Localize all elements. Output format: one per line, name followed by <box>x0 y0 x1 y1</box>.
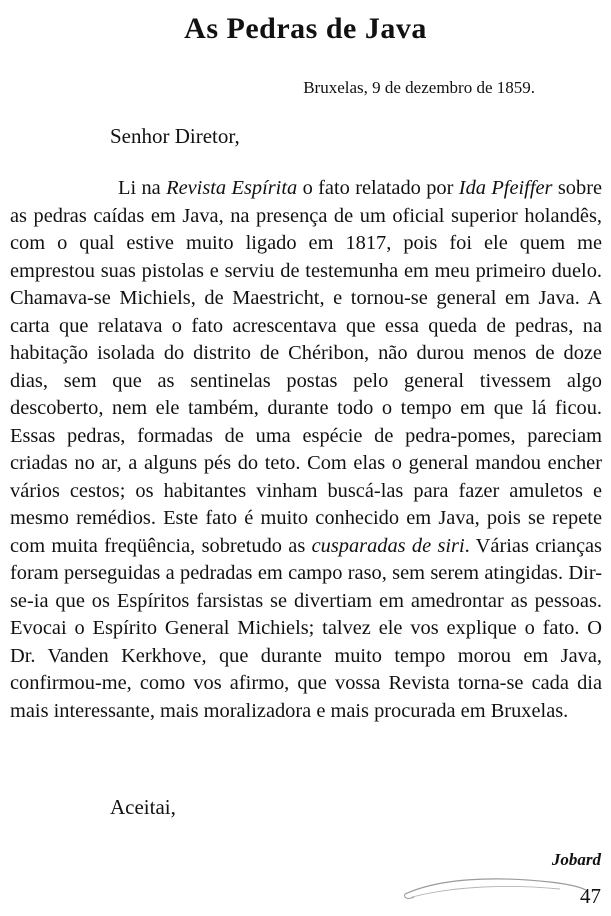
footer-ornament-swash <box>400 872 590 902</box>
salutation: Senhor Diretor, <box>110 124 240 148</box>
closing: Aceitai, <box>110 795 176 819</box>
body-text-segment: sobre as pedras caídas em Java, na presença de um oficial superior holandês, com o qual estive muito ligado em 1817, pois foi ele quem me emprestou suas pistolas e serviu de testemunha em meu primeiro duelo. Chamava-se Michiels, de Maestricht, e tornou-se general em Java. A carta que relatava o fato acrescentava que essa queda de pedras, na habitação isolada do distrito de Chéribon, não durou menos de doze dias, sem que as sentinelas postas pelo general tivessem algo descoberto, nem ele também, durante todo o tempo em que lá ficou. Essas pedras, formadas de uma espécie de pedra-pomes, pareciam criadas no ar, a alguns pés do teto. Com elas o general mandou encher vários cestos; os habitantes vinham buscá-las para fazer amuletos e mesmo remédios. Este fato é muito conhecido em Java, pois se repete com muita freqüência, sobretudo as <box>10 177 603 557</box>
body-paragraph <box>10 175 602 725</box>
italic-journal-name: Revista Espírita <box>166 177 298 199</box>
body-text-segment: . Várias crianças foram perseguidas a pedradas em campo raso, sem serem atingidas. Dir-se-ia que os Espíritos farsistas se divertiam em amedrontar as pessoas. Evocai o Espírito General Michiels; talvez ele vos explique o fato. O Dr. Vanden Kerkhove, que durante muito tempo morou em Java, confirmou-me, como vos afirmo, que vossa Revista torna-se cada dia mais interessante, mais moralizadora e mais procurada em Bruxelas. <box>10 534 602 722</box>
document-title: As Pedras de Java <box>184 12 427 45</box>
body-text-segment: Li na <box>118 177 167 199</box>
page-number: 47 <box>580 884 601 908</box>
italic-author-name: Ida Pfeiffer <box>458 177 553 199</box>
italic-phrase: cusparadas de siri <box>311 534 465 557</box>
signature: Jobard <box>551 850 601 869</box>
body-text-segment: o fato relatado por <box>297 177 459 199</box>
dateline: Bruxelas, 9 de dezembro de 1859. <box>303 78 535 97</box>
